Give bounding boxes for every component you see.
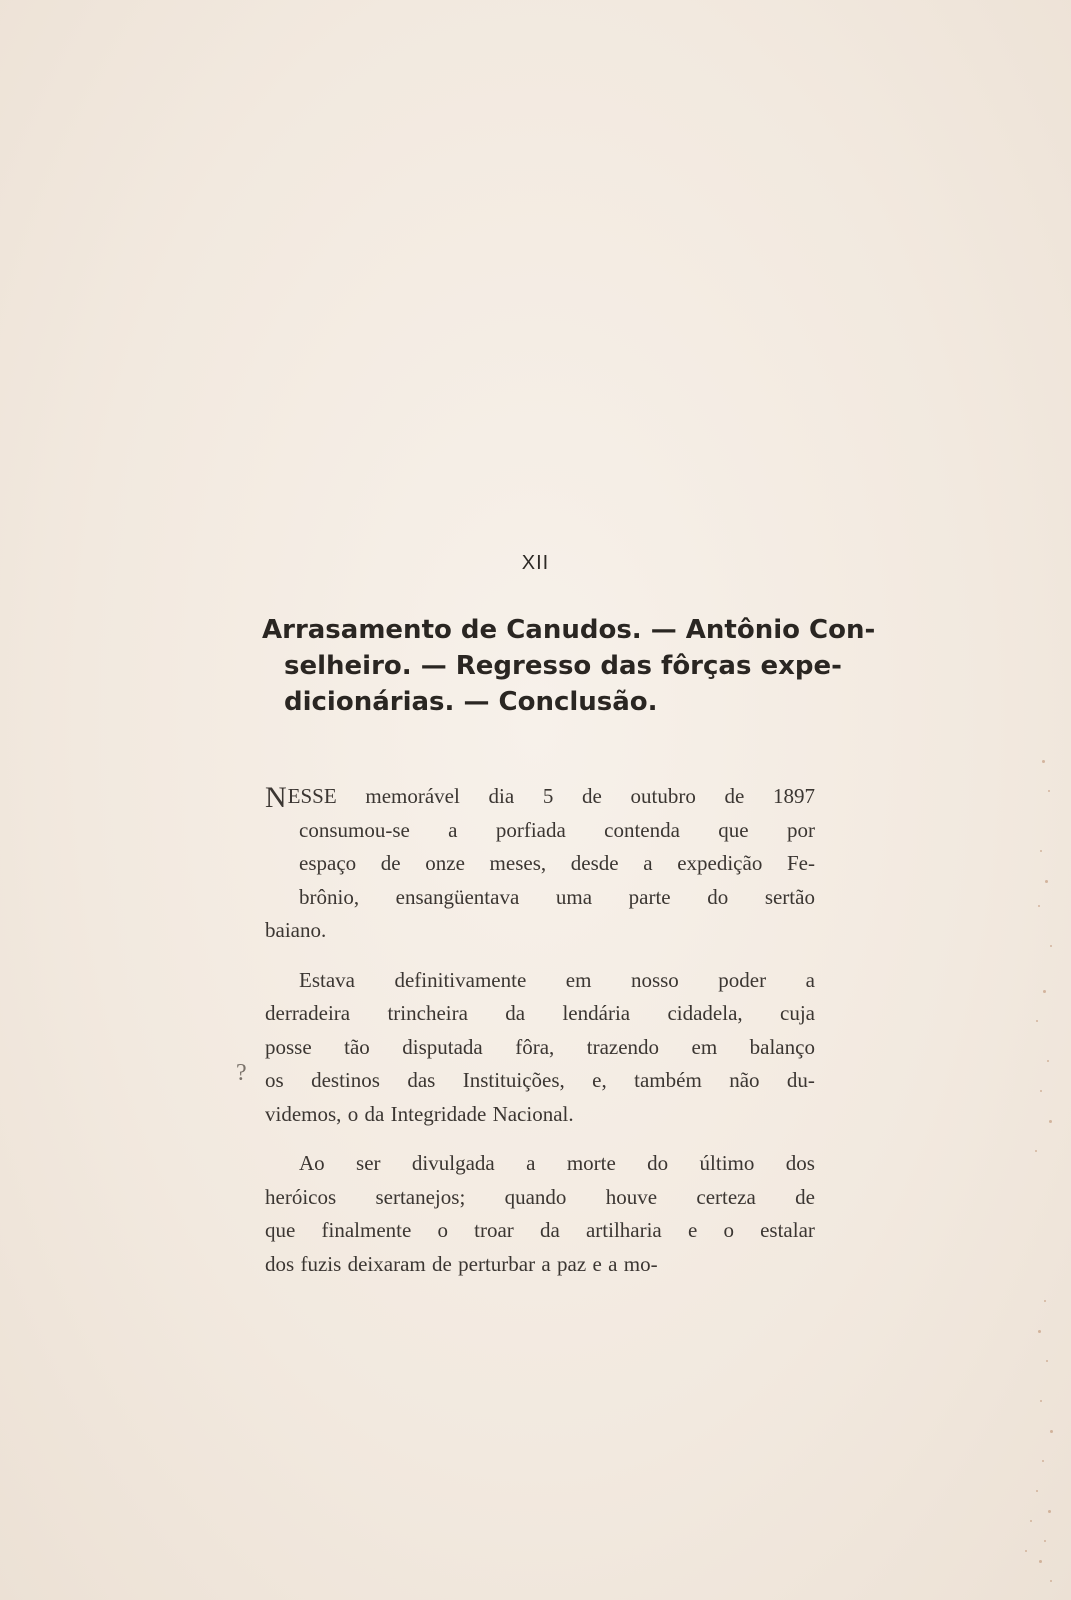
word: tão (344, 1034, 370, 1059)
word: último (699, 1151, 755, 1175)
word: dia (488, 784, 515, 808)
stain-speck (1039, 1560, 1042, 1563)
word: deixaram (347, 1251, 426, 1276)
word: memorável (365, 784, 460, 808)
word: também (634, 1068, 702, 1092)
drop-cap: N (265, 781, 287, 814)
stain-speck (1050, 945, 1052, 947)
word: o (347, 1101, 359, 1126)
stain-speck (1042, 760, 1045, 763)
text-line (265, 1064, 815, 1098)
text-line (265, 1181, 815, 1215)
stain-speck (1044, 1540, 1046, 1542)
word: Nacional. (492, 1101, 574, 1126)
word: troar (474, 1218, 514, 1242)
stain-speck (1030, 1520, 1032, 1522)
word: estalar (760, 1218, 815, 1242)
word: cuja (780, 1001, 815, 1025)
word: a (608, 1251, 618, 1276)
stain-speck (1040, 1090, 1042, 1092)
paragraph (265, 1147, 815, 1281)
word: houve (605, 1184, 658, 1209)
word: du- (786, 1068, 815, 1092)
word: do (707, 884, 729, 909)
word: 5 (542, 784, 554, 808)
word: de (380, 851, 401, 875)
word: cidadela, (667, 1001, 743, 1025)
word: nosso (630, 967, 679, 992)
word: trincheira (387, 1001, 468, 1025)
stain-speck (1025, 1550, 1027, 1552)
word: de (582, 784, 602, 808)
word: baiano. (265, 918, 327, 942)
word: não (729, 1068, 760, 1092)
text-line (265, 1031, 815, 1065)
word: trazendo (586, 1034, 660, 1059)
word: a (448, 817, 458, 842)
stain-speck (1048, 1510, 1051, 1513)
word: de (432, 1251, 452, 1276)
word: Fe- (786, 851, 815, 875)
stain-speck (1049, 1120, 1052, 1123)
word: derradeira (265, 1001, 351, 1025)
word: disputada (402, 1034, 483, 1059)
word: do (647, 1151, 669, 1175)
word: morte (566, 1151, 616, 1175)
word: fôra, (515, 1034, 555, 1059)
word: e (592, 1251, 602, 1276)
word: destinos (311, 1068, 380, 1092)
word: expedição (677, 851, 763, 875)
text-line (265, 1098, 815, 1132)
word: NESSE (265, 781, 337, 814)
word: da (364, 1101, 385, 1126)
stain-speck (1045, 880, 1048, 883)
word: porfiada (495, 817, 566, 842)
text-line (265, 997, 815, 1031)
word: certeza (696, 1184, 756, 1209)
word: Estava (299, 967, 355, 992)
word: o (437, 1218, 448, 1242)
word: e, (592, 1068, 607, 1092)
word: da (505, 1001, 526, 1025)
word: finalmente (321, 1218, 412, 1242)
word: por (786, 817, 815, 842)
text-line (265, 1147, 815, 1181)
word: Instituições, (462, 1068, 565, 1092)
stain-speck (1040, 1400, 1042, 1402)
word: artilharia (585, 1218, 662, 1242)
text-line (265, 1214, 815, 1248)
word: videmos, (265, 1101, 342, 1126)
word: de (795, 1184, 815, 1209)
word: balanço (749, 1034, 815, 1059)
word: posse (265, 1034, 312, 1059)
word: e (687, 1218, 698, 1242)
word: perturbar (458, 1251, 536, 1276)
stain-speck (1038, 905, 1040, 907)
word: a (526, 1151, 536, 1175)
word: sertanejos; (375, 1184, 466, 1209)
word: parte (628, 884, 671, 909)
word: outubro (630, 784, 696, 808)
word: contenda (604, 817, 680, 842)
word: desde (570, 851, 619, 875)
chapter-number: XII (521, 552, 550, 574)
chapter-title-line: selheiro. — Regresso das fôrças expe- (284, 651, 842, 681)
text-line (265, 780, 815, 814)
word: paz (557, 1251, 587, 1276)
word: ser (356, 1151, 381, 1175)
word: quando (504, 1184, 567, 1209)
word: que (265, 1218, 296, 1242)
word: os (265, 1068, 284, 1092)
margin-note: ? (236, 1060, 247, 1086)
stain-speck (1035, 1150, 1037, 1152)
text-line (265, 847, 815, 881)
word: em (565, 967, 592, 992)
word: brônio, (299, 884, 360, 909)
word: em (691, 1034, 718, 1059)
word: de (724, 784, 745, 808)
word: ensangüentava (395, 884, 520, 909)
stain-speck (1043, 990, 1046, 993)
stain-speck (1050, 1430, 1053, 1433)
word: sertão (764, 884, 815, 909)
paragraph (265, 964, 815, 1132)
word: Ao (299, 1151, 325, 1175)
word: espaço (299, 851, 357, 875)
word: consumou-se (299, 817, 410, 842)
word: poder (718, 967, 767, 992)
word: lendária (562, 1001, 631, 1025)
word: dos (785, 1151, 815, 1175)
text-line (265, 964, 815, 998)
stain-speck (1046, 1360, 1048, 1362)
word: a (805, 967, 815, 992)
word: definitivamente (394, 967, 527, 992)
stain-speck (1038, 1330, 1041, 1333)
word: dos (265, 1251, 295, 1276)
stain-speck (1050, 1580, 1052, 1582)
chapter-title-line: dicionárias. — Conclusão. (284, 687, 658, 717)
stain-speck (1036, 1020, 1038, 1022)
paragraph (265, 780, 815, 948)
stain-speck (1047, 1060, 1049, 1062)
word: divulgada (411, 1151, 495, 1175)
text-line (265, 914, 815, 948)
word: o (723, 1218, 734, 1242)
word: da (539, 1218, 560, 1242)
stain-speck (1048, 790, 1050, 792)
word: onze (425, 851, 465, 875)
word: fuzis (300, 1251, 342, 1276)
stain-speck (1036, 1490, 1038, 1492)
chapter-title-line: Arrasamento de Canudos. — Antônio Con- (262, 615, 876, 645)
text-line (265, 881, 815, 915)
stain-speck (1044, 1300, 1046, 1302)
stain-speck (1040, 850, 1042, 852)
word: a (643, 851, 653, 875)
text-line (265, 1248, 815, 1282)
word: Integridade (390, 1101, 487, 1126)
word: que (718, 817, 749, 842)
chapter-title (262, 612, 876, 720)
text-line (265, 814, 815, 848)
word: uma (555, 884, 593, 909)
word: heróicos (265, 1184, 337, 1209)
word: mo- (623, 1251, 658, 1276)
word: a (541, 1251, 551, 1276)
word: meses, (489, 851, 547, 875)
chapter-body (265, 780, 815, 1281)
stain-speck (1042, 1460, 1044, 1462)
word: das (407, 1068, 436, 1092)
word: 1897 (773, 784, 815, 808)
